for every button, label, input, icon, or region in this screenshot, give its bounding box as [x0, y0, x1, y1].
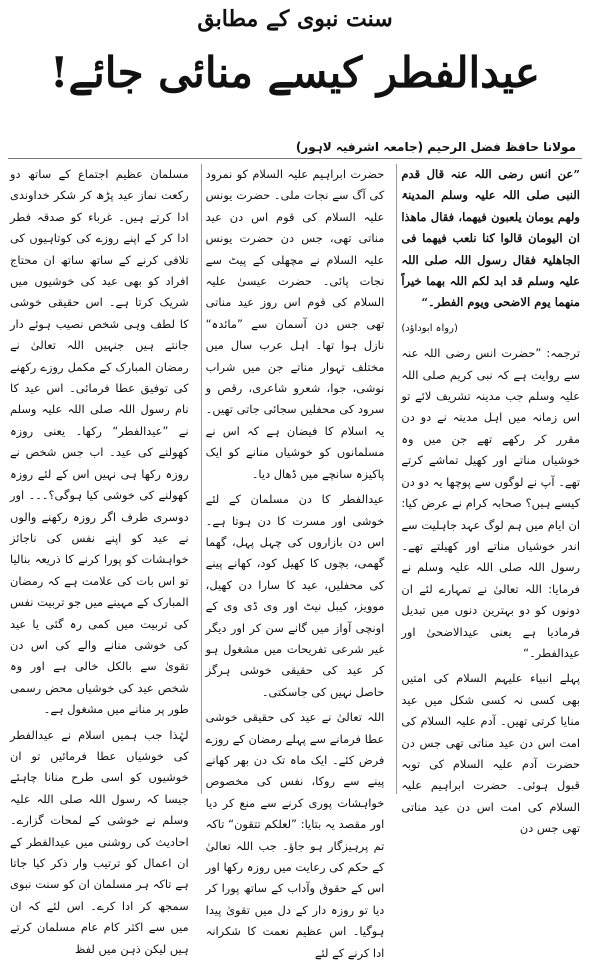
column-right: [396, 164, 584, 836]
paragraph: مسلمان عظیم اجتماع کے ساتھ دو رکعت نماز عید پڑھ کر شکر خداوندی ادا کرتے ہیں۔ غرباء کو صدقہ فطر ادا کر کے اپنے روزے کی کوتاہیوں کی تلافی کرنے کے ساتھ ساتھ ان محتاج افراد کو بھی عید کی خوشیوں میں شریک کرتا ہے۔ اس حقیقی خوشی کا لطف وہی شخص نصیب ہوئے دار جانتے ہیں جنہیں اللہ تعالیٰ نے رمضان المبارک کے مکمل روزے رکھنے کی توفیق عطا فرمائی۔ اس عید کا نام رسول اللہ صلی اللہ علیہ وسلم نے ”عیدالفطر“ رکھا۔ یعنی روزہ کھولنے کی عید۔ اب جس شخص نے روزہ رکھا ہی نہیں اس کے لئے روزہ کھولنے کی خوشی کیا ہوگی؟۔۔۔ اور دوسری طرف اگر روزہ رکھنے والوں نے عید کو اپنے نفس کی ناجائز خواہشات کو پورا کرنے کا ذریعہ بنالیا تو اس بات کی علامت ہے کہ رمضان المبارک کے مہینے میں جو تربیت نفس کی تربیت میں کمی رہ گئی یا عید کی خوشی منانے والے کی اس دن تقویٰ سے بالکل خالی ہے اور وہ شخص عید کی خوشیاں محض رسمی طور پر منانے میں مشغول ہے۔: [9, 167, 189, 717]
paragraph: لہٰذا جب ہمیں اسلام نے عیدالفطر کی خوشیاں عطا فرمائیں تو ان خوشیوں کو اسی طرح منانا چاہئے جیسا کہ رسول اللہ صلی اللہ علیہ وسلم نے خوشی کے لمحات گزارے۔ احادیث کی روشنی میں عیدالفطر کے ان اعمال کو ترتیب وار ذکر کیا جاتا ہے تاکہ ہر مسلمان ان کو سنت نبوی سمجھ کر ادا کرے۔ اس لئے کہ ان میں سے اکثر کام عام مسلمان کرتے ہیں لیکن ذہن میں لفظ: [9, 727, 189, 956]
article-byline: مولانا حافظ فضل الرحیم (جامعہ اشرفیہ لاہور): [8, 136, 582, 159]
article-header: [0, 0, 590, 140]
hadith-translation: ترجمہ: ”حضرت انس رضی اللہ عنہ سے روایت ہے کہ نبی کریم صلی اللہ علیہ وسلم جب مدینہ تشریف لائے تو اس زمانہ میں اہل مدینہ نے دو دن مقرر کر رکھے تھے جن میں وہ خوشیاں مناتے اور کھیل تماشے کرتے تھے۔ آپ نے لوگوں سے پوچھا یہ دو دن کیسے ہیں؟ صحابہ کرام نے عرض کیا: ان ایام میں ہم لوگ عہد جاہلیت سے اندر خوشیاں مناتے اور کھیلتے تھے۔ رسول اللہ صلی اللہ علیہ وسلم نے فرمایا: اللہ تعالیٰ نے تمہارے لئے ان دونوں کو دو بہترین دنوں میں تبدیل فرمادیا ہے یعنی عیدالاضحیٰ اور عیدالفطر۔“: [401, 346, 580, 660]
article-body: [6, 164, 584, 960]
paragraph: اللہ تعالیٰ نے عید کی حقیقی خوشی عطا فرمانے سے پہلے رمضان کے روزے فرض کئے۔ ایک ماہ تک دن بھر کھانے پینے سے روکا، نفس کی مخصوص خواہشات پوری کرنے سے منع کر دیا اور مقصد یہ بتایا: ”لعلکم تتقون“ تاکہ تم پرہیزگار ہو جاؤ۔ جب اللہ تعالیٰ کے حکم کی رعایت میں روزہ رکھا اور اس کے حقوق وآداب کے ساتھ پورا کر دیا تو روزہ دار کے دل میں تقویٰ پیدا ہوگیا۔ اس عظیم نعمت کا شکرانہ ادا کرنے کے لئے: [205, 710, 385, 960]
article-kicker: سنت نبوی کے مطابق: [197, 6, 393, 32]
article-headline: عیدالفطر کیسے منائی جائے!: [50, 48, 540, 97]
paragraph: عیدالفطر کا دن مسلمان کے لئے خوشی اور مسرت کا دن ہوتا ہے۔ اس دن بازاروں کی چہل پہل، گھما گھمی، بچوں کا کھیل کود، کھانے پینے کی محفلیں، عید کا سارا دن کھیل، موویز، کیبل نیٹ اور وی ڈی وی کے اونچی آواز میں گانے سن کر اور دیگر غیر شرعی تفریحات میں مشغول ہو کر عید کی حقیقی خوشی ہرگز حاصل نہیں کی جاسکتی۔: [205, 492, 385, 699]
hadith-reference: (رواہ ابوداؤد): [401, 322, 458, 334]
hadith-arabic: ”عن انس رضی اللہ عنہ قال قدم النبی صلی اللہ علیہ وسلم المدینۃ ولھم یومان یلعبون فیھما، فقال ماھذا ان الیومان قالوا کنا نلعب فیھما فی الجاھلیۃ فقال رسول اللہ صلی اللہ علیہ وسلم قد ابد لکم اللہ بھما خیراً منھما یوم الاضحی ویوم الفطر۔“: [401, 167, 580, 310]
paragraph: حضرت ابراہیم علیہ السلام کو نمرود کی آگ سے نجات ملی۔ حضرت یونس علیہ السلام کی قوم اس دن عید مناتی تھی، جس دن حضرت یونس علیہ السلام نے مچھلی کے پیٹ سے نجات پائی۔ حضرت عیسیٰ علیہ السلام کی قوم اس روز عید مناتی تھی جس دن آسمان سے ”مائدہ“ نازل ہوا تھا۔ اہل عرب سال میں مختلف تہوار مناتے جن میں شراب نوشی، جوا، شعرو شاعری، رقص و سرود کی محفلیں سجائی جاتی تھیں۔ یہ اسلام کا فیضان ہے کہ اس نے مسلمانوں کو خوشیاں منانے کو ایک پاکیزہ سانچے میں ڈھال دیا۔: [205, 167, 385, 481]
paragraph: پہلے انبیاء علیہم السلام کی امتیں بھی کسی نہ کسی شکل میں عید منایا کرتی تھیں۔ آدم علیہ السلام کی امت اس دن عید مناتی تھی جس دن حضرت آدم علیہ السلام کی توبہ قبول ہوئی۔ حضرت ابراہیم علیہ السلام کی امت اس دن عید مناتی تھی جس دن: [401, 671, 580, 836]
column-left: [6, 164, 193, 956]
column-middle: [201, 164, 389, 960]
